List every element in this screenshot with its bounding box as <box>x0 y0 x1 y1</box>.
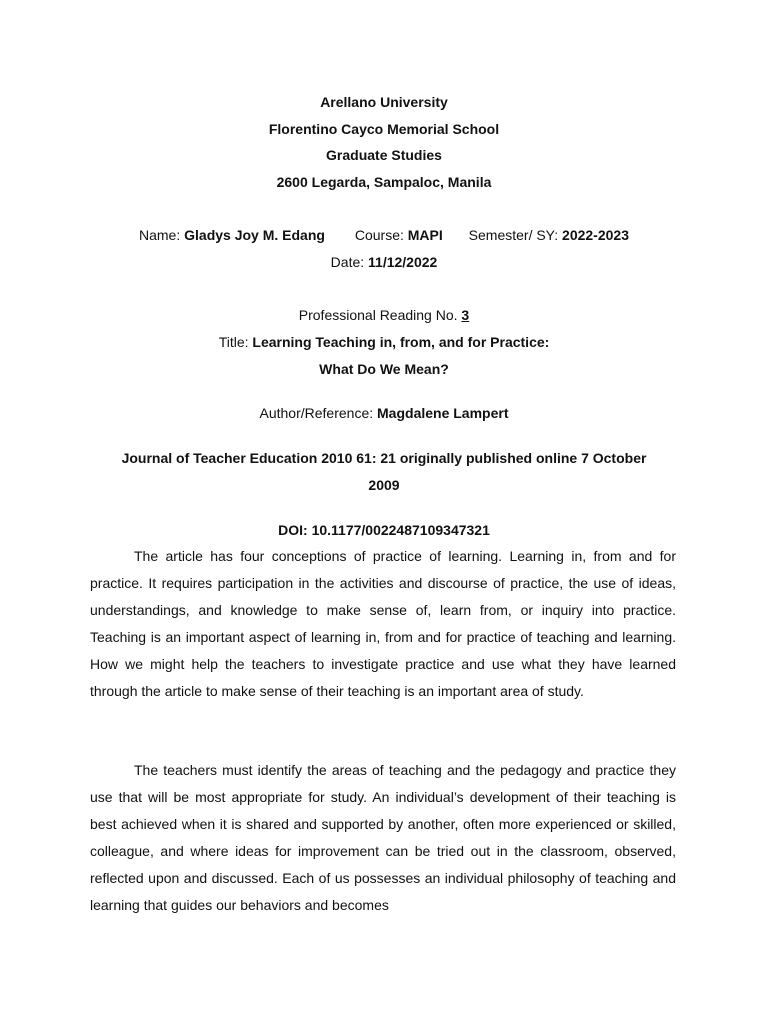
date-label: Date: <box>330 254 365 270</box>
semester-value: 2022-2023 <box>562 227 629 243</box>
doi-line: DOI: 10.1177/0022487109347321 <box>278 522 490 538</box>
title-label: Title: <box>218 334 249 350</box>
reading-number-line <box>0 306 768 324</box>
author-value: Magdalene Lampert <box>377 405 509 421</box>
author-line <box>0 404 768 422</box>
journal-citation-line2: 2009 <box>368 477 400 493</box>
division-name: Graduate Studies <box>326 147 442 163</box>
name-label: Name: <box>139 227 181 243</box>
university-name: Arellano University <box>320 94 448 110</box>
journal-citation-line1: Journal of Teacher Education 2010 61: 21 originally published online 7 October <box>121 450 647 466</box>
course-value: MAPI <box>407 227 443 243</box>
title-line <box>0 333 768 351</box>
student-info-line <box>0 226 768 244</box>
date-value: 11/12/2022 <box>368 254 438 270</box>
school-address: 2600 Legarda, Sampaloc, Manila <box>276 174 492 190</box>
reading-number-label: Professional Reading No. <box>298 307 458 323</box>
semester-label: Semester/ SY: <box>468 227 559 243</box>
course-label: Course: <box>354 227 404 243</box>
date-line <box>0 253 768 271</box>
title-value-line1: Learning Teaching in, from, and for Practice: <box>252 334 550 350</box>
body-paragraph-1: The article has four conceptions of practice of learning. Learning in, from and for practice. It requires participation in the activities and discourse of practice, the use of ideas, understandings, and knowledge to make sense of, learn from, or inquiry into practice. Teaching is an important aspect of learning in, from and for practice of teaching and learning. How we might help the teachers to investigate practice and use what they have learned through the article to make sense of their teaching is an important area of study. <box>90 548 676 699</box>
author-label: Author/Reference: <box>259 405 374 421</box>
name-value: Gladys Joy M. Edang <box>184 227 325 243</box>
reading-number-value: 3 <box>461 307 470 323</box>
school-name: Florentino Cayco Memorial School <box>268 121 500 137</box>
title-value-line2: What Do We Mean? <box>319 361 449 377</box>
body-paragraph-2: The teachers must identify the areas of teaching and the pedagogy and practice they use that will be most appropriate for study. An individual’s development of their teaching is best achieved when it is shared and supported by another, often more experienced or skilled, colleague, and where ideas for improvement can be tried out in the classroom, observed, reflected upon and discussed. Each of us possesses an individual philosophy of teaching and learning that guides our behaviors and becomes <box>90 762 676 913</box>
